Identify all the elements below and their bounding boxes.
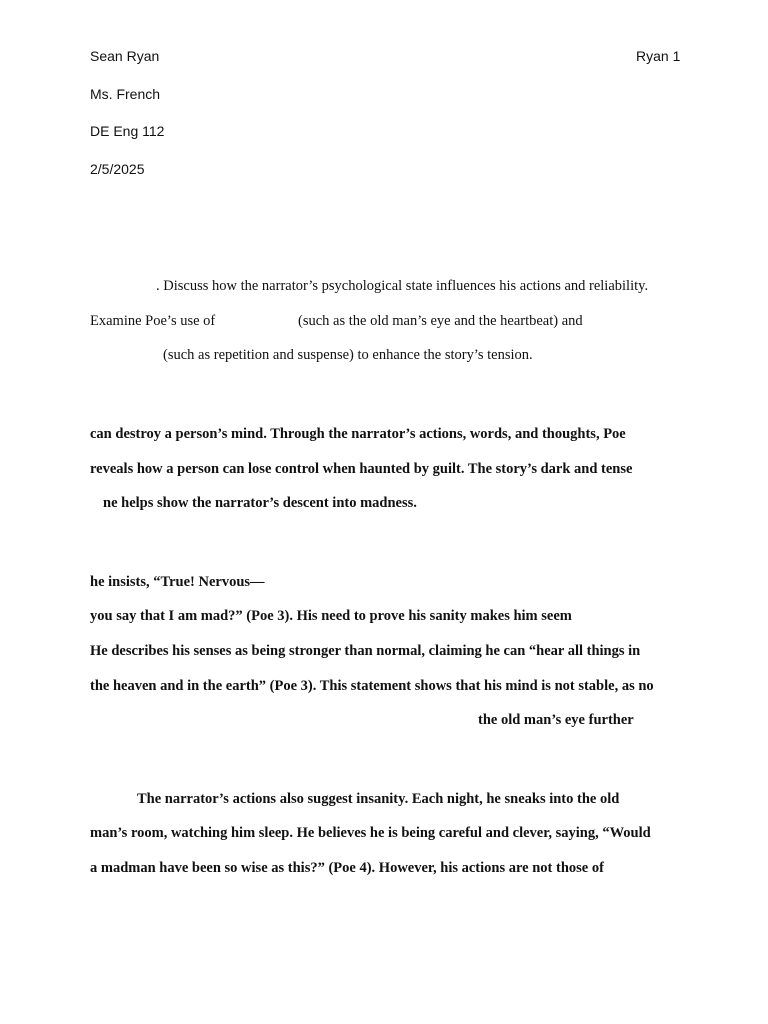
prompt-line-2b: (such as the old man’s eye and the heartbeat) and: [298, 313, 583, 329]
body1-line-4: the heaven and in the earth” (Poe 3). This statement shows that his mind is not stable, as no: [90, 678, 654, 694]
body1-line-5: the old man’s eye further: [478, 712, 634, 728]
body1-line-2: you say that I am mad?” (Poe 3). His need to prove his sanity makes him seem: [90, 608, 572, 624]
intro-line-2: reveals how a person can lose control when haunted by guilt. The story’s dark and tense: [90, 461, 633, 477]
intro-line-3: ne helps show the narrator’s descent into madness.: [103, 495, 417, 511]
body2-line-3: a madman have been so wise as this?” (Poe 4). However, his actions are not those of: [90, 860, 604, 876]
intro-line-1: can destroy a person’s mind. Through the narrator’s actions, words, and thoughts, Poe: [90, 426, 626, 442]
prompt-line-1: . Discuss how the narrator’s psychological state influences his actions and reliability.: [156, 278, 649, 294]
course-name: DE Eng 112: [90, 123, 165, 139]
prompt-line-2a: Examine Poe’s use of: [90, 313, 216, 329]
body2-line-1: The narrator’s actions also suggest insanity. Each night, he sneaks into the old: [137, 791, 620, 807]
instructor-name: Ms. French: [90, 86, 161, 102]
prompt-line-3: (such as repetition and suspense) to enhance the story’s tension.: [163, 347, 533, 363]
date: 2/5/2025: [90, 161, 145, 177]
author-name: Sean Ryan: [90, 48, 160, 64]
body2-line-2: man’s room, watching him sleep. He believes he is being careful and clever, saying, “Would: [90, 825, 651, 841]
page-header: Ryan 1: [636, 48, 681, 64]
body1-line-3: He describes his senses as being stronger than normal, claiming he can “hear all things in: [90, 643, 641, 659]
body1-line-1: he insists, “True! Nervous—: [90, 574, 265, 590]
